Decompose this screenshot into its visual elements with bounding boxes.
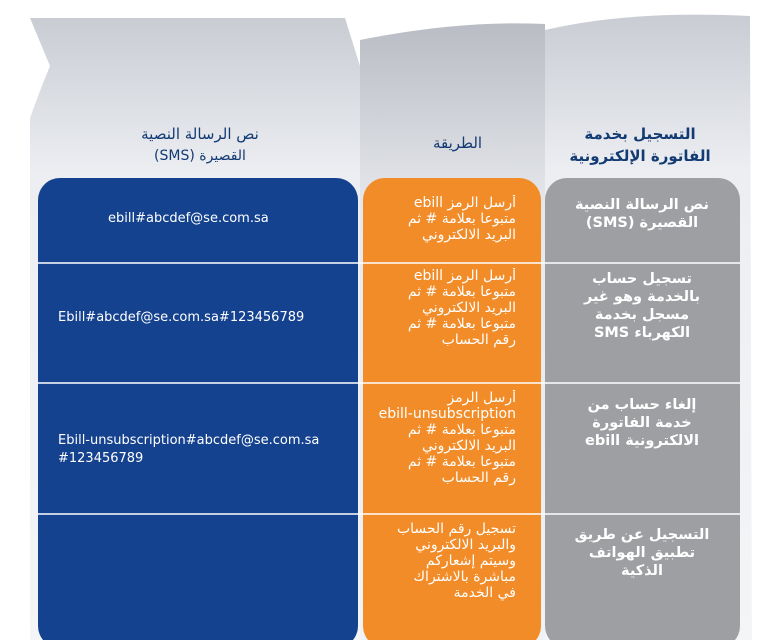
row-1-method [366,195,538,259]
header-registration-line-1: التسجيل بخدمة [584,125,696,143]
row-4-method [366,521,538,621]
row-4-method-line: مباشرة بالاشتراك [413,569,516,585]
row-3-label [548,396,736,486]
row-1-method-line: أرسل الرمز ebill [413,195,516,211]
row-3-method-line: متبوعا بعلامة # ثم [407,422,516,438]
row-4-label [548,526,736,606]
row-3-label-line: الالكترونية ebill [585,433,699,449]
row-4-method-line: وسيتم إشعاركم [425,553,516,569]
row-4-label-line: تطبيق الهواتف [588,545,696,561]
row-4-label-line: التسجيل عن طريق [574,527,710,543]
row-3-sms-text-line: #123456789 [58,451,144,466]
row-4-method-line: تسجيل رقم الحساب [396,521,516,537]
row-3-method [366,390,538,508]
row-2-method-line: البريد الالكتروني [422,300,516,316]
row-3-label-line: خدمة الفاتورة [592,415,692,431]
header-sms-text [90,123,310,167]
row-2-label-line: الكهرباء SMS [593,325,691,341]
blue-column-bg [38,178,358,640]
row-3-method-line: أرسل الرمز [447,390,516,406]
row-3-method-line: رقم الحساب [441,470,516,486]
row-1-label-line: القصيرة (SMS) [585,215,699,231]
row-1-label-line: نص الرسالة النصية [574,197,710,213]
row-2-method-line: رقم الحساب [441,332,516,348]
row-1-label [548,196,736,258]
row-2-sms-text: Ebill#abcdef@se.com.sa#123456789 [58,310,305,325]
row-3-method-line: متبوعا بعلامة # ثم [407,454,516,470]
row-3-sms-text-line: Ebill-unsubscription#abcdef@se.com.sa [58,433,320,448]
row-4-method-line: والبريد الالكتروني [415,537,516,553]
row-3-method-line: البريد الالكتروني [422,438,516,454]
row-3-sms [58,432,353,472]
row-1-method-line: البريد الالكتروني [422,227,516,243]
row-2-label-line: تسجيل حساب [592,271,692,287]
header-method [370,132,545,154]
row-2-method-line: متبوعا بعلامة # ثم [407,284,516,300]
row-2-label-line: بالخدمة وهو غير [583,289,701,305]
row-1-method-line: متبوعا بعلامة # ثم [407,211,516,227]
row-2-method-line: أرسل الرمز ebill [413,268,516,284]
row-1-sms [108,210,353,234]
row-1-sms-text: ebill#abcdef@se.com.sa [108,211,269,226]
header-registration [540,123,740,167]
row-2-sms [58,309,353,333]
row-2-label-line: مسجل بخدمة [594,307,690,323]
row-4-method-line: في الخدمة [453,585,516,601]
header-sms-line-2: القصيرة (SMS) [154,148,246,164]
row-2-method-line: متبوعا بعلامة # ثم [407,316,516,332]
row-3-method-line: ebill-unsubscription [378,406,516,422]
row-3-label-line: إلغاء حساب من [587,397,697,413]
row-4-label-line: الذكية [621,563,663,579]
header-registration-line-2: الفاتورة الإلكترونية [569,147,711,165]
header-sms-line-1: نص الرسالة النصية [141,125,259,143]
row-2-method [366,268,538,380]
row-2-label [548,270,736,378]
header-method-label: الطريقة [432,134,483,152]
